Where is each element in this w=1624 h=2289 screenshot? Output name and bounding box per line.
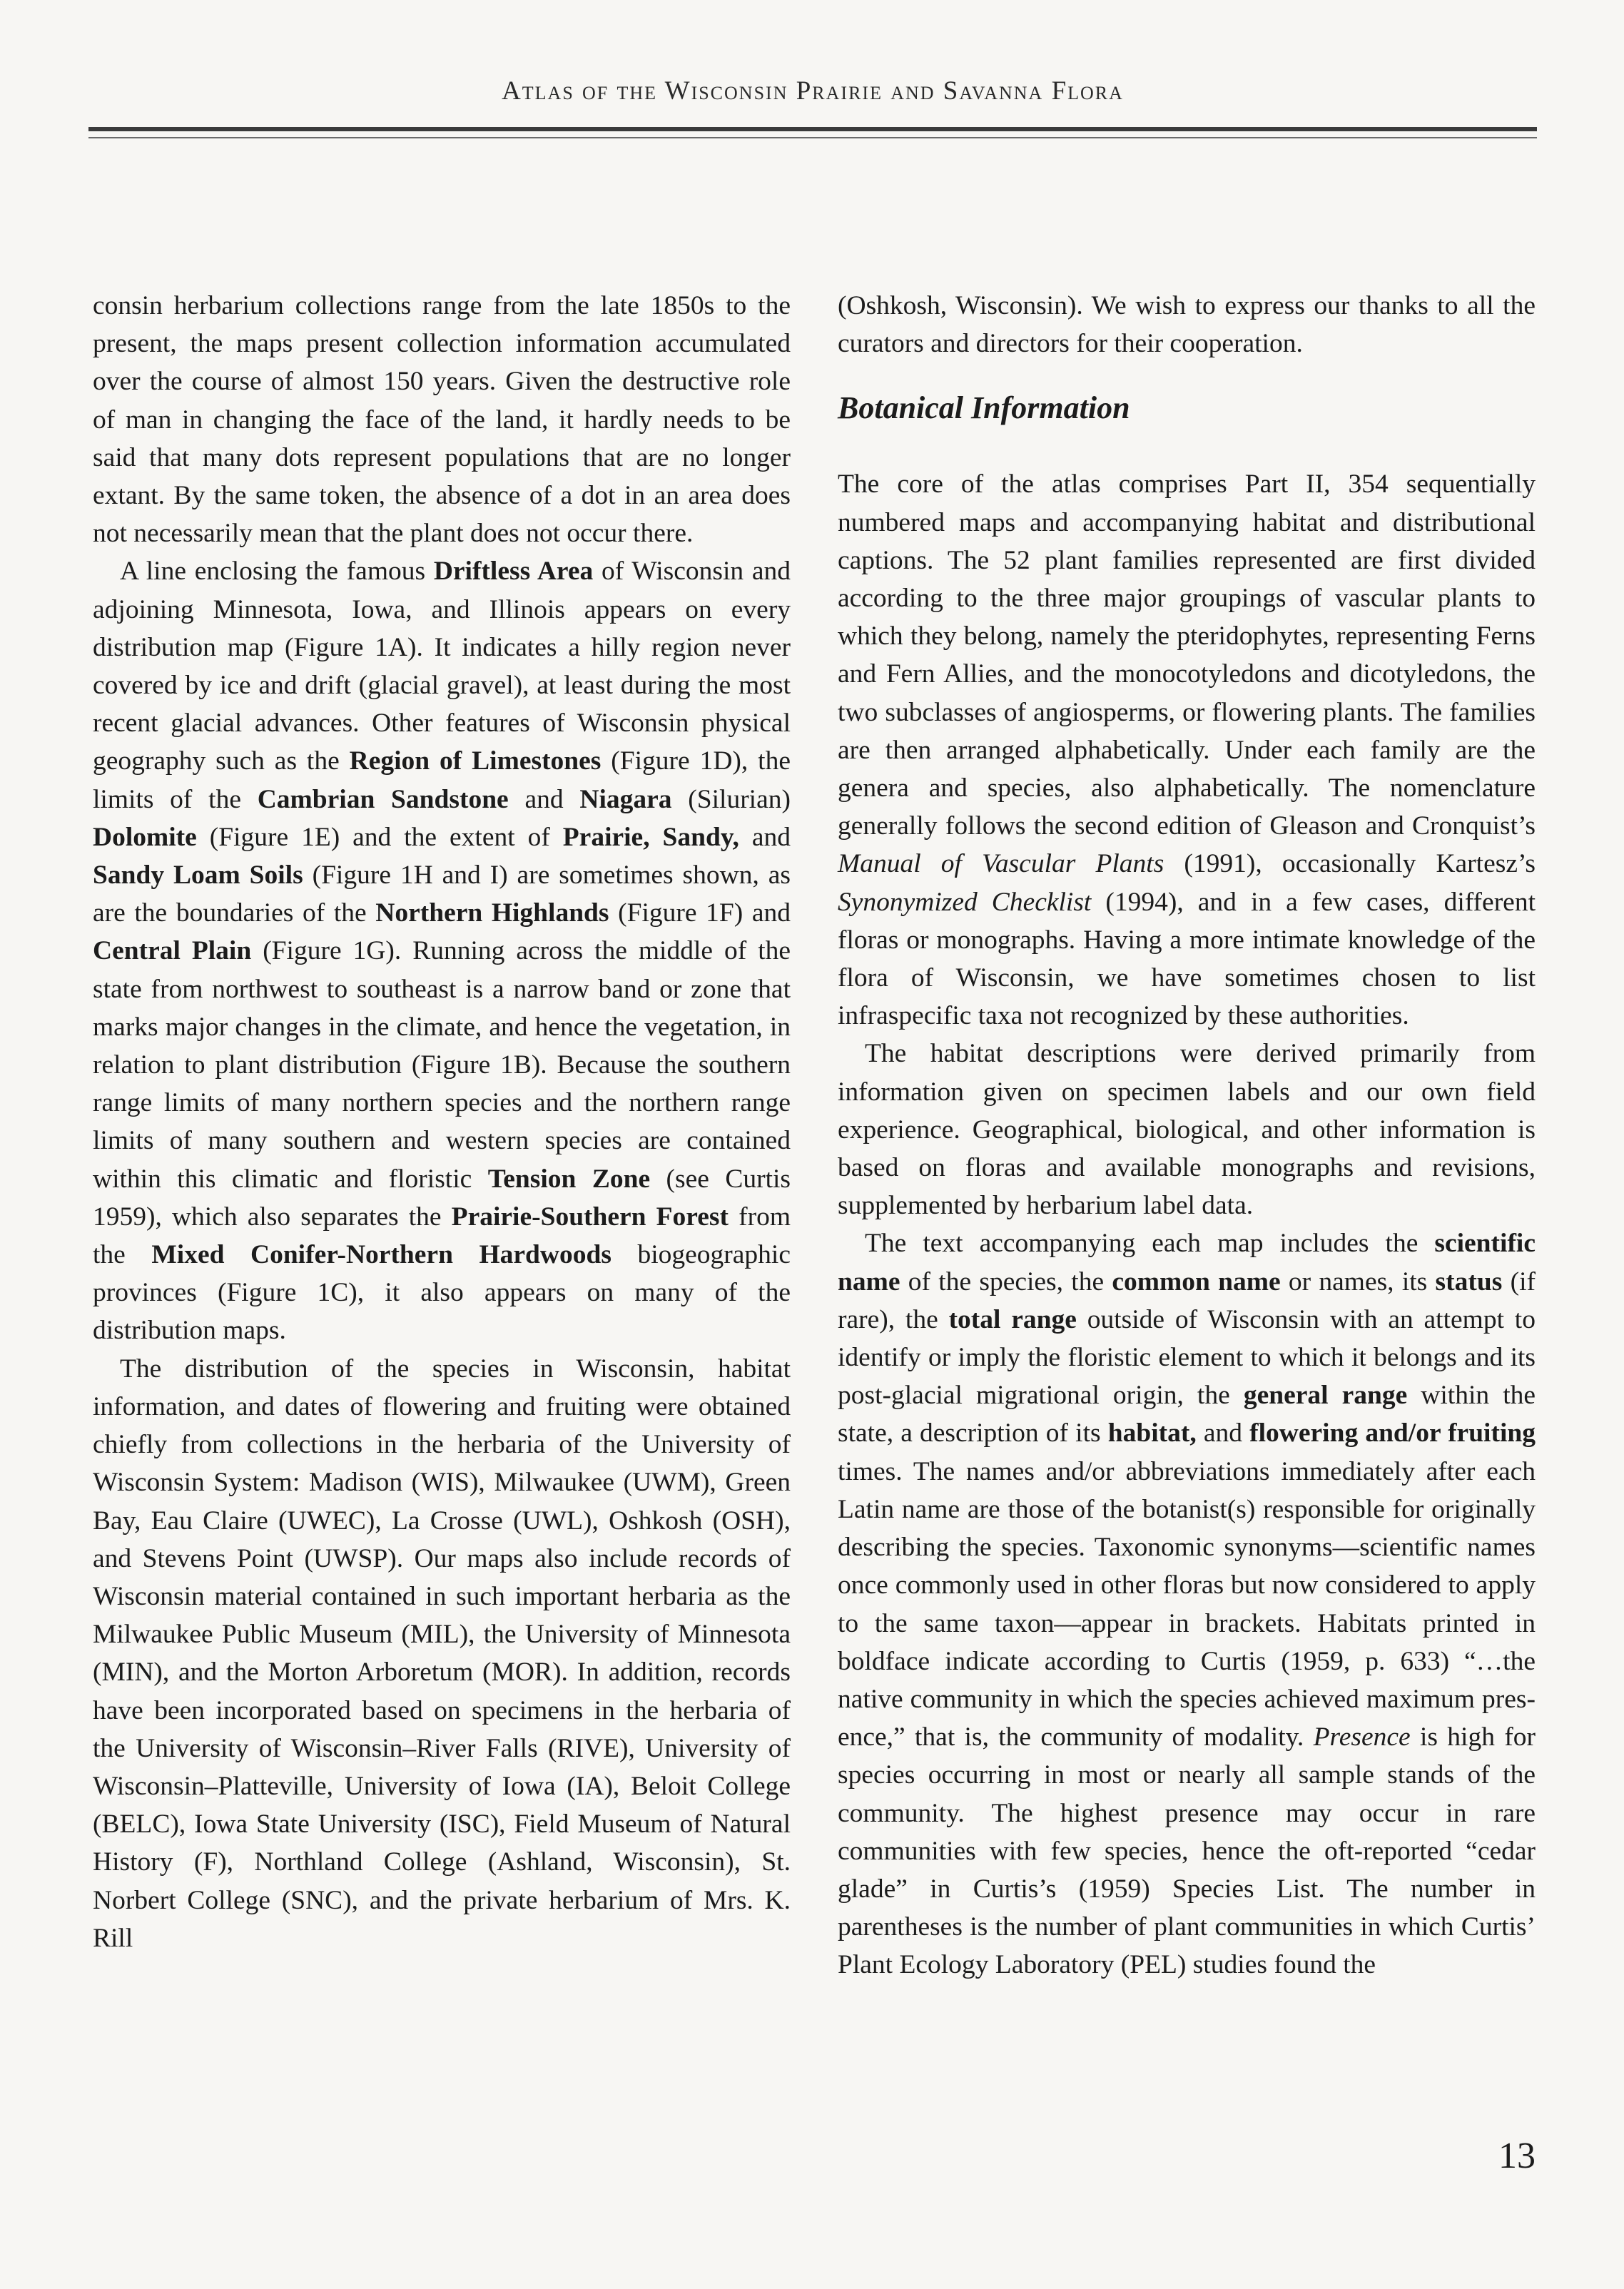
term-status: status <box>1435 1267 1503 1296</box>
text-run: biogeographic provinces (Figure 1C), it also appears on many of the distribution maps. <box>93 1240 791 1346</box>
term-presence: Presence <box>1313 1722 1411 1752</box>
text-run: (Figure 1G). Running across the middle of the state from northwest to southeast is a narrow band or zone that marks major changes in the climate, and hence the vegetation, in relation to plant distribution (Figure 1B). Because the southern range limits of many northern species and the northern range limits of many southern and western species are contained within this climatic and floristic <box>93 936 791 1194</box>
text-run: (Figure 1F) and <box>609 898 791 928</box>
text-run: of the species, the <box>900 1267 1112 1296</box>
term-cambrian-sandstone: Cambrian Sandstone <box>257 784 509 814</box>
text-run: and <box>1196 1418 1250 1448</box>
term-prairie-sandy: Prairie, Sandy, <box>562 822 739 852</box>
left-paragraph-1: consin herbarium collections range from the late 1850s to the present, the maps present collection information accumulated over the course of almost 150 years. Given the destructive role of man in changing the face of the land, it hardly needs to be said that many dots represent populations that are no longer extant. By the same token, the absence of a dot in an area does not necessarily mean that the plant does not occur there. <box>93 291 791 549</box>
text-run: within the state, a description of its <box>838 1381 1536 1448</box>
title-manual-of-vascular-plants: Manual of Vascular Plants <box>838 849 1164 879</box>
term-general-range: general range <box>1243 1381 1408 1411</box>
right-paragraph-1: (Oshkosh, Wisconsin). We wish to express our thanks to all the curators and directors for their cooperation. <box>838 291 1536 359</box>
text-run: or names, its <box>1280 1267 1436 1296</box>
text-run: and <box>739 822 791 852</box>
text-run: and <box>508 784 580 814</box>
text-run: from the <box>93 1202 791 1270</box>
header-rule-thick <box>88 127 1537 131</box>
text-run: (see Curtis 1959), which also separates the <box>93 1164 791 1232</box>
term-dolomite: Dolomite <box>93 822 197 852</box>
text-run: times. The names and/or abbreviations immediately after each Latin name are those of the botanist(s) responsible for originally describing the species. Taxonomic synonyms—scientific names once commonly used in other floras but now considered to apply to the same taxon—appear in brackets. Habitats printed in boldface indicate according to Curtis (1959, p. 633) “…the native community in which the species achieved maximum presence,” that is, the community of modality. <box>838 1456 1536 1752</box>
right-paragraph-3: The habitat descriptions were derived primarily from information given on specimen labels and our own field experience. Geographical, biological, and other information is based on floras and available monographs and revisions, supplemented by herbarium label data. <box>838 1039 1536 1221</box>
page-number: 13 <box>1498 2136 1536 2176</box>
term-mixed-conifer-northern-hardwoods: Mixed Conifer-Northern Hardwoods <box>151 1240 611 1270</box>
term-tension-zone: Tension Zone <box>487 1164 651 1194</box>
text-run: is high for species occurring in most or nearly all sample stands of the community. The highest presence may occur in rare communities with few species, hence the oft-reported “cedar glade” in Curtis’s (1959) Species List. The number in parentheses is the number of plant communities in which Curtis’ Plant Ecology Laboratory (PEL) studies found the <box>838 1722 1536 1980</box>
text-run: (Figure 1D), the limits of the <box>93 746 791 814</box>
right-paragraph-2 <box>838 465 1536 1035</box>
term-flowering-fruiting: flowering and/or fruiting <box>1249 1418 1536 1448</box>
text-run: (1991), occasionally Kartesz’s <box>1164 849 1536 879</box>
text-run: The core of the atlas comprises Part II, 354 sequentially numbered maps and accompanying habitat and distributional captions. The 52 plant families represented are first divided according to the three major groupings of vascular plants to which they belong, namely the pteridophytes, representing Ferns and Fern Allies, and the monocotyledons and dicotyledons, the two subclasses of angiosperms, or flowering plants. The families are then arranged alphabetically. Under each family are the genera and species, also alphabetically. The nomenclature generally follows the second edition of Gleason and Cronquist’s <box>838 470 1536 841</box>
term-central-plain: Central Plain <box>93 936 252 966</box>
text-run: (Figure 1H and I) are sometimes shown, as are the boundaries of the <box>93 861 791 928</box>
term-scientific-name: scientific name <box>838 1229 1536 1296</box>
term-sandy-loam-soils: Sandy Loam Soils <box>93 861 303 890</box>
term-niagara: Niagara <box>579 784 672 814</box>
left-paragraph-2 <box>93 552 791 1349</box>
text-run: (Figure 1E) and the extent of <box>196 822 563 852</box>
section-heading-botanical-information: Botanical Information <box>838 390 1130 426</box>
header-rule-thin <box>88 137 1537 138</box>
term-habitat: habitat, <box>1107 1418 1197 1448</box>
text-run: The text accompanying each map includes the <box>865 1229 1435 1259</box>
text-run: (1994), and in a few cases, different floras or monographs. Having a more intimate knowledge of the flora of Wisconsin, we have sometimes chosen to list infraspecific taxa not recognized by these authorities. <box>838 887 1536 1031</box>
term-prairie-southern-forest: Prairie-Southern Forest <box>451 1202 729 1232</box>
running-head: Atlas of the Wisconsin Prairie and Savanna Flora <box>502 76 1124 106</box>
left-paragraph-3: The distribution of the species in Wisconsin, habitat information, and dates of flowering and fruiting were obtained chiefly from collections in the herbaria of the University of Wisconsin System: Madison (WIS), Milwaukee (UWM), Green Bay, Eau Claire (UWEC), La Crosse (UWL), Oshkosh (OSH), and Stevens Point (UWSP). Our maps also include records of Wisconsin material contained in such important herbaria as the Milwaukee Public Museum (MIL), the University of Minnesota (MIN), and the Morton Arboretum (MOR). In addition, records have been incorporated based on specimens in the herbaria of the University of Wisconsin–River Falls (RIVE), University of Wisconsin–Platteville, University of Iowa (IA), Beloit College (BELC), Iowa State University (ISC), Field Museum of Natural History (F), Northland College (Ashland, Wisconsin), St. Norbert College (SNC), and the private herbarium of Mrs. K. Rill <box>93 1354 791 1953</box>
term-common-name: common name <box>1112 1267 1281 1296</box>
term-total-range: total range <box>948 1304 1077 1334</box>
term-northern-highlands: Northern Highlands <box>375 898 609 928</box>
text-run: (Silurian) <box>671 784 791 814</box>
text-run: A line enclosing the famous <box>120 557 434 587</box>
right-column <box>838 287 1536 1984</box>
left-column <box>93 287 791 1957</box>
text-run: of Wisconsin and adjoining Minnesota, Iowa, and Illinois appears on every distribution map (Figure 1A). It indicates a hilly region never covered by ice and drift (glacial gravel), at least during the most recent glacial advances. Other features of Wisconsin physical geography such as the <box>93 557 791 776</box>
right-paragraph-4 <box>838 1224 1536 1984</box>
text-run: outside of Wisconsin with an attempt to identify or imply the floristic element to which it belongs and its post-glacial migrational origin, the <box>838 1304 1536 1411</box>
title-synonymized-checklist: Synonymized Checklist <box>838 887 1092 917</box>
term-driftless-area: Driftless Area <box>433 557 594 587</box>
term-region-of-limestones: Region of Limestones <box>349 746 602 776</box>
text-run: (if rare), the <box>838 1267 1536 1334</box>
